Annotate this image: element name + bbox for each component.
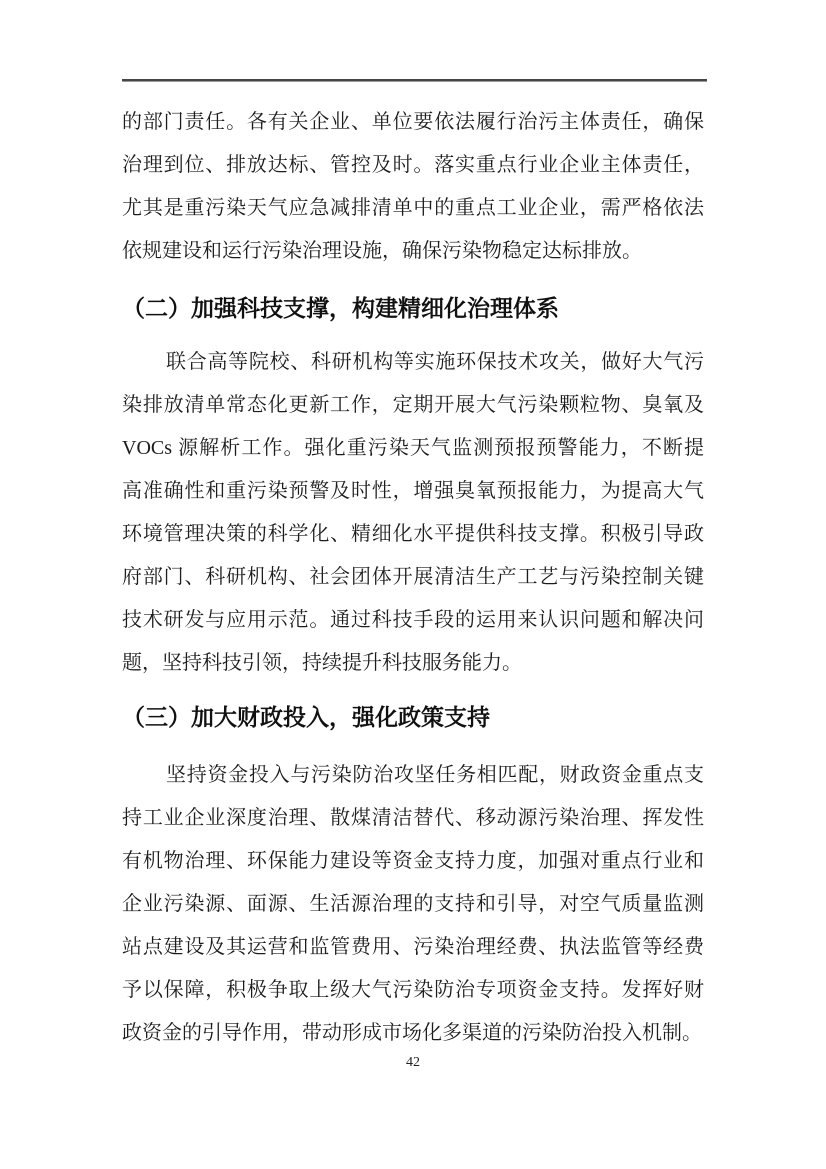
text-line: 高准确性和重污染预警及时性，增强臭氧预报能力，为提高大气 bbox=[122, 480, 704, 502]
paragraph-intro bbox=[122, 101, 704, 273]
text-line: 环境管理决策的科学化、精细化水平提供科技支撑。积极引导政 bbox=[122, 523, 704, 545]
text-line: 企业污染源、面源、生活源治理的支持和引导，对空气质量监测 bbox=[122, 893, 704, 915]
text-line: 持工业企业深度治理、散煤清洁替代、移动源污染治理、挥发性 bbox=[122, 807, 704, 829]
text-line: 府部门、科研机构、社会团体开展清洁生产工艺与污染控制关键 bbox=[122, 566, 704, 588]
text-line: 予以保障，积极争取上级大气污染防治专项资金支持。发挥好财 bbox=[122, 979, 704, 1001]
text-line: 依规建设和运行污染治理设施，确保污染物稳定达标排放。 bbox=[122, 240, 642, 262]
text-line: 有机物治理、环保能力建设等资金支持力度，加强对重点行业和 bbox=[122, 850, 704, 872]
page-number: 42 bbox=[406, 1055, 420, 1070]
header-rule bbox=[122, 79, 707, 82]
text-line: 站点建设及其运营和监管费用、污染治理经费、执法监管等经费 bbox=[122, 936, 704, 958]
paragraph-section-3 bbox=[122, 754, 704, 1055]
text-line: 题，坚持科技引领，持续提升科技服务能力。 bbox=[122, 652, 522, 674]
text-line: 的部门责任。各有关企业、单位要依法履行治污主体责任，确保 bbox=[122, 111, 704, 133]
text-line: 治理到位、排放达标、管控及时。落实重点行业企业主体责任， bbox=[122, 154, 704, 176]
paragraph-section-2 bbox=[122, 341, 704, 685]
text-line: VOCs 源解析工作。强化重污染天气监测预报预警能力，不断提 bbox=[122, 437, 704, 459]
text-line: 政资金的引导作用，带动形成市场化多渠道的污染防治投入机制。 bbox=[122, 1022, 702, 1044]
text-line: 尤其是重污染天气应急减排清单中的重点工业企业，需严格依法 bbox=[122, 197, 704, 219]
text-line: 技术研发与应用示范。通过科技手段的运用来认识问题和解决问 bbox=[122, 609, 704, 631]
text-line: 联合高等院校、科研机构等实施环保技术攻关，做好大气污 bbox=[166, 351, 704, 373]
text-line: 染排放清单常态化更新工作，定期开展大气污染颗粒物、臭氧及 bbox=[122, 394, 704, 416]
section-heading-2: （二）加强科技支撑，构建精细化治理体系 bbox=[122, 295, 559, 321]
text-line: 坚持资金投入与污染防治攻坚任务相匹配，财政资金重点支 bbox=[166, 764, 704, 786]
section-heading-3: （三）加大财政投入，强化政策支持 bbox=[122, 704, 490, 730]
